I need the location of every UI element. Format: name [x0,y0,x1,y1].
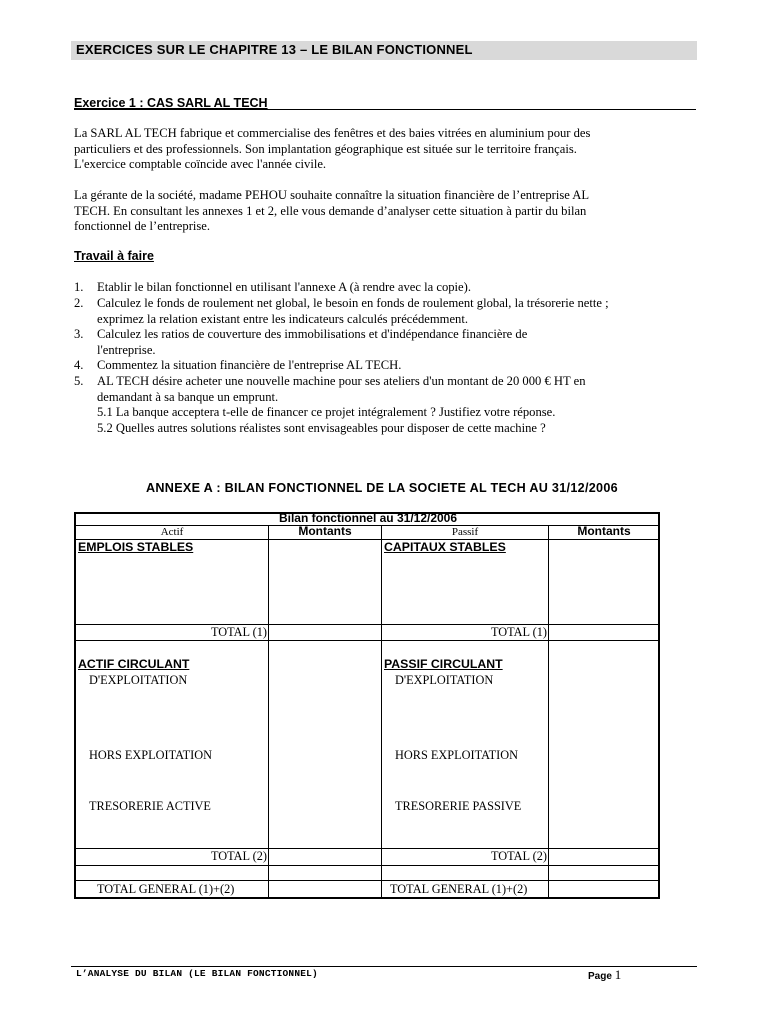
task-line: Etablir le bilan fonctionnel en utilisant l'annexe A (à rendre avec la copie). [97,280,471,294]
total-1-actif: TOTAL (1) [210,625,267,639]
total-1-passif: TOTAL (1) [490,625,547,639]
annexe-title-text: ANNEXE A : BILAN FONCTIONNEL DE LA SOCIETE AL TECH AU 31/12/2006 [146,481,618,495]
hors-exploitation-passif: HORS EXPLOITATION [395,748,519,762]
col-header-passif: Passif [451,526,479,538]
total-general-actif: TOTAL GENERAL (1)+(2) [97,882,235,896]
table-rule [75,865,659,866]
total-2-actif: TOTAL (2) [210,849,267,863]
travail-heading: Travail à faire [74,249,154,263]
exercise-title: Exercice 1 : CAS SARL AL TECH [74,96,268,110]
emplois-stables-label: EMPLOIS STABLES [78,540,194,554]
table-caption: Bilan fonctionnel au 31/12/2006 [278,511,458,525]
intro-line: La gérante de la société, madame PEHOU souhaite connaître la situation financière de l’entreprise AL [74,188,590,202]
task-number: 4. [74,358,84,372]
page-title: EXERCICES SUR LE CHAPITRE 13 – LE BILAN FONCTIONNEL [76,42,473,57]
annexe-title [0,481,768,495]
page-number [588,967,621,983]
task-line: Calculez les ratios de couverture des immobilisations et d'indépendance financière de [97,327,528,341]
passif-circulant-label: PASSIF CIRCULANT [384,657,503,671]
dexploitation-passif: D'EXPLOITATION [395,673,494,687]
tresorerie-passive-label: TRESORERIE PASSIVE [395,799,522,813]
task-item [97,327,527,358]
page-label: Page [588,971,612,982]
total-general-passif: TOTAL GENERAL (1)+(2) [390,882,528,896]
task-item [97,296,609,327]
table-rule [75,640,659,641]
task-number: 3. [74,327,84,341]
tresorerie-active-label: TRESORERIE ACTIVE [89,799,211,813]
col-header-actif: Actif [160,526,184,538]
task-line: exprimez la relation existant entre les indicateurs calculés précédemment. [97,311,468,326]
total-2-passif: TOTAL (2) [490,849,547,863]
intro-line: La SARL AL TECH fabrique et commercialise des fenêtres et des baies vitrées en aluminium pour des [74,126,591,140]
table-rule [75,880,659,881]
task-item [97,280,471,296]
col-header-montants-left: Montants [298,524,352,538]
footer-title: L’ANALYSE DU BILAN (LE BILAN FONCTIONNEL) [76,968,318,979]
actif-circulant-label: ACTIF CIRCULANT [78,657,190,671]
task-number: 2. [74,296,84,310]
intro-line: fonctionnel de l’entreprise. [74,219,211,234]
task-item [97,358,401,374]
intro-paragraph-2 [74,188,694,235]
page-number-value: 1 [614,967,622,982]
task-item [97,374,586,405]
task-number: 5. [74,374,84,388]
task-line: AL TECH désire acheter une nouvelle machine pour ses ateliers d'un montant de 20 000 € HT en [97,374,586,388]
table-col-rule [381,525,382,898]
subtask-line: 5.1 La banque acceptera t-elle de financer ce projet intégralement ? Justifiez votre réponse. [97,405,556,419]
intro-paragraph-1 [74,126,694,173]
table-border [74,512,660,899]
task-line: l'entreprise. [97,342,156,357]
hors-exploitation-actif: HORS EXPLOITATION [89,748,213,762]
task-number: 1. [74,280,84,294]
exercise-title-rule [74,94,696,110]
col-header-montants-right: Montants [577,524,631,538]
dexploitation-actif: D'EXPLOITATION [89,673,188,687]
task-line: Commentez la situation financière de l'entreprise AL TECH. [97,358,402,372]
intro-line: TECH. En consultant les annexes 1 et 2, elle vous demande d’analyser cette situation à partir du bilan [74,203,587,218]
intro-line: particuliers et des professionnels. Son implantation géographique est située sur le territoire français. [74,141,577,156]
table-col-rule [548,525,549,898]
capitaux-stables-label: CAPITAUX STABLES [384,540,506,554]
table-col-rule [268,525,269,898]
task-line: Calculez le fonds de roulement net global, le besoin en fonds de roulement global, la trésorerie nette ; [97,296,609,310]
subtask-list [97,405,555,436]
subtask-line: 5.2 Quelles autres solutions réalistes sont envisageables pour disposer de cette machine ? [97,420,546,435]
task-line: demandant à sa banque un emprunt. [97,389,279,404]
intro-line: L'exercice comptable coïncide avec l'année civile. [74,157,327,172]
